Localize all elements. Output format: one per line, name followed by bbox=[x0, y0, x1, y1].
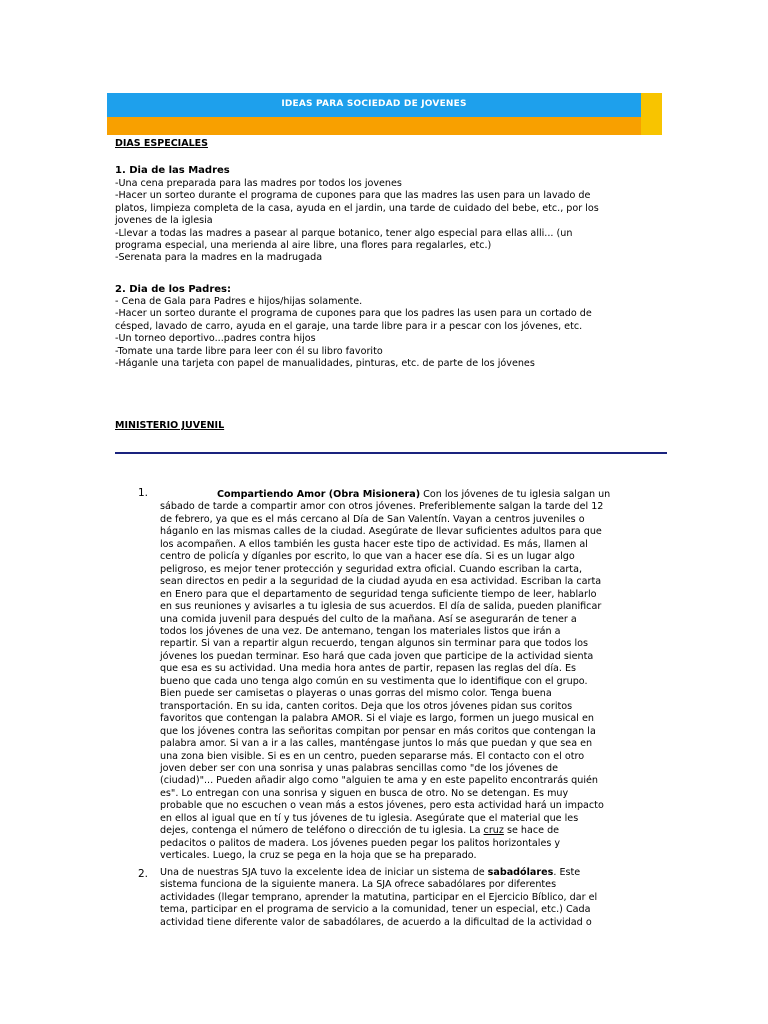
list-item: -Una cena preparada para las madres por todos los jovenes bbox=[115, 178, 402, 189]
list-number: 2. bbox=[138, 868, 149, 880]
section-heading-dias-especiales: DIAS ESPECIALES bbox=[115, 138, 208, 149]
padres-list bbox=[115, 296, 592, 370]
section-divider bbox=[115, 452, 667, 454]
list-item: -Hacer un sorteo durante el programa de cupones para que las madres las usen para un lavado de bbox=[115, 190, 591, 202]
cruz-word: cruz bbox=[483, 825, 504, 837]
list-item: -Tomate una tarde libre para leer con él su libro favorito bbox=[115, 345, 383, 357]
item-compartiendo-amor: Compartiendo Amor (Obra Misionera) Con los jóvenes de tu iglesia salgan un sábado de tarde a compartir amor con otros jóvenes. Preferiblemente salgan la tarde del 12 de febrero, ya que es el más cercano al Día de San Valentín. Vayan a centros juveniles o háganlo en las mismas calles de la ciudad. Asegúrate de llevar suficientes adultos para que los acompañen. A ellos también les gusta hacer este tipo de actividad. Es más, llamen al centro de policía y díganles por escrito, lo que van a hacer ese día. Si es un lugar algo peligroso, es mejor tener protección y seguridad extra oficial. Cuando escriban la carta, sean directos en pedir a la seguridad de la ciudad ayuda en esa actividad. Escriban la carta en Enero para que el departamento de seguridad tenga suficiente tiempo de leer, hablarlo en sus reuniones y avisarles a tu iglesia de sus acuerdos. El día de salida, pueden planificar una comida juvenil para después del culto de la mañana. Así se asegurarán de tener a todos los jóvenes de una vez. De antemano, tengan los materiales listos que irán a repartir. Si van a repartir algun recuerdo, tengan algunos sin terminar para que todos los jóvenes los puedan terminar. Eso hará que cada joven que participe de la actividad sienta que esa es su actividad. Una media hora antes de partir, repasen las reglas del día. Es bueno que cada uno tenga algo común en su vestimenta que lo identifique con el grupo. Bien puede ser camisetas o playeras o unas gorras del mismo color. Tenga buena transportación. En su ida, canten coritos. Deja que los otros jóvenes pidan sus coritos favoritos que contengan la palabra AMOR. Si el viaje es largo, formen un juego musical en que los jóvenes contra las señoritas compitan por pensar en más coritos que contengan la palabra amor. Si van a ir a las calles, manténgase juntos lo más que puedan y que sea en una zona bien visible. Si es en un centro, pueden separarse más. El contacto con el otro joven deber ser con una sonrisa y unas palabras sencillas como "de los jóvenes de (ciudad)"... Pueden añadir algo como "alguien te ama y en este papelito encontrarás quién es". Lo entregan con una sonrisa y siguen en busca de otro. No se detengan. Es muy probable que no escuchen o vean más a estos jóvenes, pero esta actividad hará un impacto en ellos al igual que en tí y tus jóvenes de tu iglesia. Asegúrate que el material que les dejes, contenga el número de teléfono o dirección de tu iglesia. La cruz se hace de pedacitos o palitos de madera. Los jóvenes pueden pegar los palitos horizontales y verticales. Luego, la cruz se pega en la hoja que se ha preparado. bbox=[160, 489, 611, 862]
list-item: - Cena de Gala para Padres e hijos/hijas solamente. bbox=[115, 296, 363, 307]
list-item: césped, lavado de carro, ayuda en el garaje, una tarde libre para ir a pescar con los jóvenes, etc. bbox=[115, 320, 583, 332]
subheading-dia-madres: 1. Dia de las Madres bbox=[115, 165, 230, 176]
list-item: programa especial, una merienda al aire libre, una flores para regalarles, etc.) bbox=[115, 240, 492, 252]
list-item: -Hacer un sorteo durante el programa de cupones para que los padres las usen para un cortado de bbox=[115, 308, 592, 320]
list-number: 1. bbox=[138, 487, 149, 499]
list-item: platos, limpieza completa de la casa, ayuda en el jardin, una tarde de cuidado del bebe, etc., por los bbox=[115, 202, 599, 214]
list-item: -Llevar a todas las madres a pasear al parque botanico, tener algo especial para ellas alli... (un bbox=[115, 227, 573, 239]
madres-list bbox=[115, 178, 599, 265]
list-item: -Un torneo deportivo...padres contra hijos bbox=[115, 333, 316, 345]
list-item: jovenes de la iglesia bbox=[115, 215, 213, 227]
subheading-dia-padres: 2. Dia de los Padres: bbox=[115, 284, 231, 295]
list-item: -Háganle una tarjeta con papel de manualidades, pinturas, etc. de parte de los jóvenes bbox=[115, 358, 535, 370]
banner-orange-stripe bbox=[107, 117, 641, 135]
section-heading-ministerio-juvenil: MINISTERIO JUVENIL bbox=[115, 420, 225, 431]
document-title: IDEAS PARA SOCIEDAD DE JOVENES bbox=[281, 99, 467, 109]
title-banner bbox=[107, 93, 641, 117]
item-sabadolares: Una de nuestras SJA tuvo la excelente idea de iniciar un sistema de sabadólares. Este sistema funciona de la siguiente manera. La SJA ofrece sabadólares por diferentes actividades (llegar temprano, aprender la matutina, participar en el Ejercicio Bíblico, dar el tema, participar en el programa de servicio a la comunidad, tener un especial, etc.) Cada actividad tiene diferente valor de sabadólares, de acuerdo a la dificultad de la actividad o bbox=[160, 867, 598, 928]
item-title: Compartiendo Amor (Obra Misionera) bbox=[217, 489, 421, 500]
item-first-line: Compartiendo Amor (Obra Misionera) Con los jóvenes de tu iglesia salgan un bbox=[217, 489, 611, 500]
bold-keyword: sabadólares bbox=[487, 867, 554, 878]
list-item: -Serenata para la madres en la madrugada bbox=[115, 252, 323, 264]
banner-yellow-accent bbox=[641, 93, 662, 135]
